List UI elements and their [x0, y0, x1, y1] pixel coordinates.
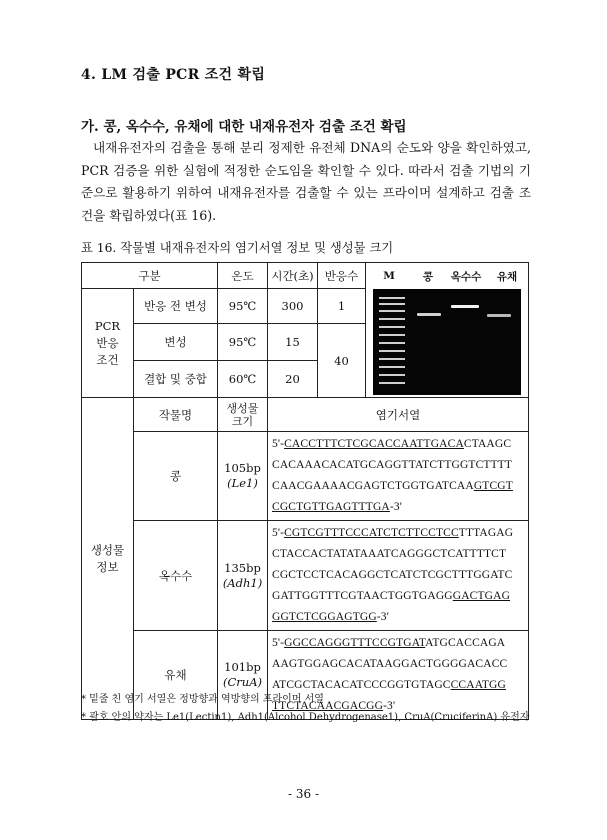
- lane-label-marker: M: [383, 270, 395, 282]
- section-title: 4. LM 검출 PCR 조건 확립: [81, 67, 266, 83]
- header-cycles: 반응수: [318, 263, 366, 289]
- sequence-segment: -3': [389, 501, 402, 513]
- sequence-segment: CACAAACACATGCAGGTTATCTTGGTCTTTT: [272, 459, 513, 471]
- sequence-segment: 5'-: [272, 527, 285, 539]
- primer-segment: GGTCTCGGAGTGG: [272, 611, 377, 623]
- lane-label-soybean: 콩: [422, 270, 434, 283]
- ladder-band: [379, 326, 405, 328]
- ladder-band: [379, 350, 405, 352]
- size-soybean: [218, 432, 268, 521]
- sequence-line: [272, 455, 525, 476]
- product-row: [82, 631, 529, 720]
- header-category: 구분: [82, 263, 218, 289]
- time-predenature: 300: [268, 289, 318, 324]
- sequence-segment: CTACCACTATATAAATCAGGGCTCATTTTCT: [272, 548, 507, 560]
- gel-image: [373, 289, 521, 395]
- time-denature: 15: [268, 324, 318, 361]
- sequence-soybean: [268, 432, 529, 521]
- primer-segment: CGCTGTTGAGTTTGA: [272, 501, 390, 513]
- gene-abbrev: (CruA): [223, 675, 262, 689]
- sequence-canola: [268, 631, 529, 720]
- sequence-segment: CAACGAAAACGAGTCTGGTGATCAA: [272, 480, 474, 492]
- sequence-line: [272, 497, 525, 518]
- cycles-predenature: 1: [318, 289, 366, 324]
- sequence-segment: CTAAGC: [463, 438, 512, 450]
- primer-segment: GGCCAGGGTTTCCGTGAT: [284, 637, 426, 649]
- temp-predenature: 95℃: [218, 289, 268, 324]
- lane-label-canola: 유채: [496, 270, 518, 283]
- subsection-title: 가. 콩, 옥수수, 유채에 대한 내재유전자 검출 조건 확립: [81, 119, 407, 135]
- sequence-line: [272, 544, 525, 565]
- product-row: [82, 521, 529, 631]
- sequence-line: [272, 654, 525, 675]
- ladder-band: [379, 310, 405, 312]
- sequence-line: [272, 633, 525, 654]
- primer-segment: TTCTACAACGACGG: [272, 700, 384, 712]
- header-time: 시간(초): [268, 263, 318, 289]
- ladder-band: [379, 318, 405, 320]
- primer-segment: CGTCGTTTCCCATCTCTTCCTCC: [284, 527, 459, 539]
- crop-canola: 유채: [134, 631, 218, 720]
- size-maize: [218, 521, 268, 631]
- size-value: 105bp: [224, 461, 261, 475]
- sequence-segment: TTTAGAG: [458, 527, 514, 539]
- sequence-segment: AAGTGGAGCACATAAGGACTGGGGACACC: [272, 658, 508, 670]
- gene-abbrev: (Adh1): [222, 575, 263, 590]
- ladder-band: [379, 358, 405, 360]
- ladder-band: [379, 374, 405, 376]
- pcr-info-table: [81, 262, 529, 720]
- gel-lane-labels: [366, 263, 528, 289]
- crop-maize: 옥수수: [134, 521, 218, 631]
- header-sequence: 염기서열: [268, 398, 529, 432]
- primer-segment: GTCGT: [473, 480, 513, 492]
- footnote-1: * 밑줄 친 염기 서열은 정방향과 역방향의 프라이머 서열: [81, 694, 324, 705]
- table-caption: 표 16. 작물별 내재유전자의 염기서열 정보 및 생성물 크기: [81, 241, 394, 255]
- sequence-maize: [268, 521, 529, 631]
- cycles-main: 40: [318, 324, 366, 398]
- ladder-band: [379, 297, 405, 299]
- sequence-line: [272, 565, 525, 586]
- step-predenature: 반응 전 변성: [134, 289, 218, 324]
- crop-soybean: 콩: [134, 432, 218, 521]
- sequence-segment: -3': [376, 611, 389, 623]
- sequence-segment: -3': [383, 700, 396, 712]
- pcr-group-label: PCR 반응 조건: [82, 289, 134, 398]
- gel-band-canola: [487, 314, 511, 317]
- step-denature: 변성: [134, 324, 218, 361]
- sequence-line: [272, 586, 525, 607]
- primer-segment: CCAATGG: [450, 679, 506, 691]
- primer-segment: CACCTTTCTCGCACCAATTGACA: [284, 438, 464, 450]
- size-value: 101bp: [224, 660, 261, 674]
- sequence-segment: 5'-: [272, 438, 285, 450]
- temp-denature: 95℃: [218, 324, 268, 361]
- primer-segment: GACTGAG: [452, 590, 511, 602]
- product-group-label: 생성물 정보: [82, 398, 134, 720]
- gel-band-maize: [451, 305, 479, 308]
- ladder-band: [379, 342, 405, 344]
- header-temp: 온도: [218, 263, 268, 289]
- footnote-2: * 괄호 안의 약자는 Le1(Lectin1), Adh1(Alcohol Dehydrogenase1), CruA(CruciferinA) 유전자: [81, 712, 530, 723]
- ladder-band: [379, 303, 405, 305]
- ladder-band: [379, 334, 405, 336]
- size-value: 135bp: [224, 560, 261, 575]
- body-paragraph: 내재유전자의 검출을 통해 분리 정제한 유전체 DNA의 순도와 양을 확인하였고, PCR 검증을 위한 실험에 적정한 순도임을 확인할 수 있다. 따라서 검출 기법의 기준으로 활용하기 위하여 내재유전자를 검출할 수 있는 프라이머 설계하고 검출 조건을 확립하였다(표 16).: [81, 140, 531, 223]
- sequence-segment: ATCGCTACACATCCCGGTGTAGC: [272, 679, 451, 691]
- gel-band-soybean: [417, 313, 441, 316]
- header-size: 생성물 크기: [218, 398, 268, 432]
- ladder-band: [379, 382, 405, 384]
- gene-abbrev: (Le1): [227, 476, 258, 490]
- sequence-segment: CGCTCCTCACAGGCTCATCTCGCTTTGGATC: [272, 569, 513, 581]
- ladder-band: [379, 366, 405, 368]
- time-anneal-extend: 20: [268, 361, 318, 398]
- gel-image-cell: [366, 263, 529, 398]
- page-number: - 36 -: [287, 787, 319, 801]
- header-crop: 작물명: [134, 398, 218, 432]
- temp-anneal-extend: 60℃: [218, 361, 268, 398]
- lane-label-maize: 옥수수: [450, 270, 482, 283]
- product-row: [82, 432, 529, 521]
- step-anneal-extend: 결합 및 중합: [134, 361, 218, 398]
- sequence-segment: GATTGGTTTCGTAACTGGTGAGG: [272, 590, 453, 602]
- sequence-segment: 5'-: [272, 637, 285, 649]
- sequence-line: [272, 607, 525, 628]
- sequence-line: [272, 476, 525, 497]
- size-canola: [218, 631, 268, 720]
- sequence-line: [272, 434, 525, 455]
- sequence-line: [272, 523, 525, 544]
- sequence-segment: ATGCACCAGA: [425, 637, 506, 649]
